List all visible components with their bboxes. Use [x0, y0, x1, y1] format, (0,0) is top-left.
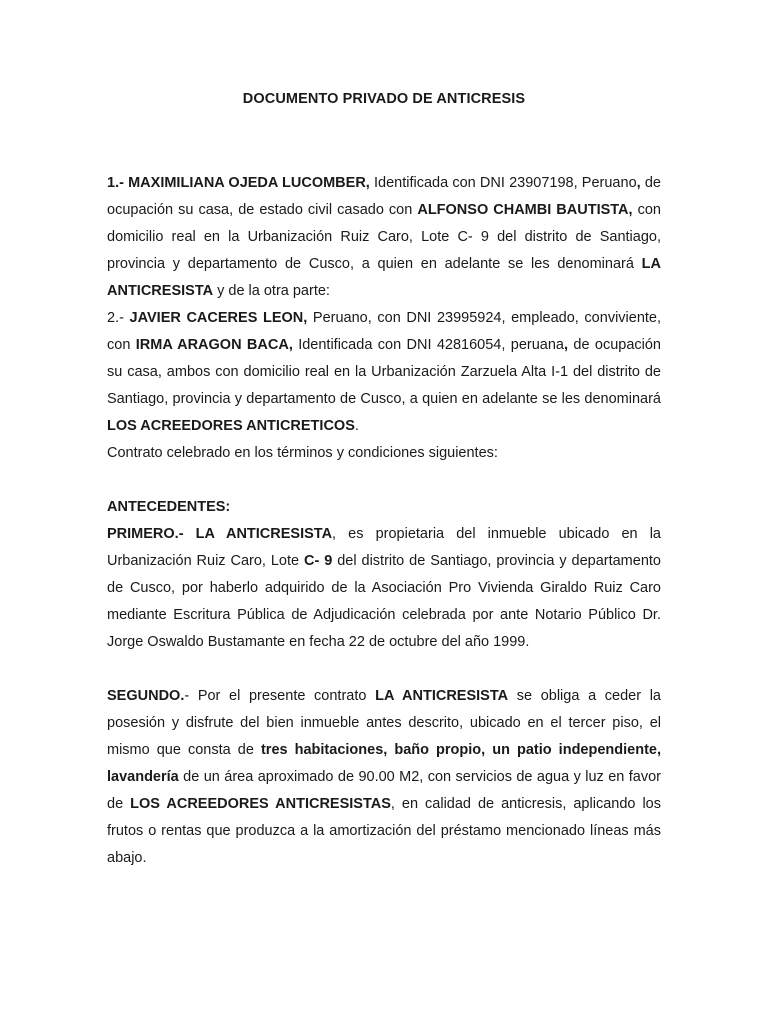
- party-two-partner-id: Identificada con DNI 42816054, peruana: [292, 337, 564, 353]
- heading-antecedentes: [107, 494, 661, 521]
- party-two-name: JAVIER CACERES LEON,: [129, 310, 308, 326]
- party-one-designation: LA ANTICRESISTA: [107, 256, 661, 299]
- party-two-partner: IRMA ARAGON BACA,: [135, 337, 293, 353]
- party-one-id: Identificada con DNI 23907198, Peruano: [369, 175, 637, 191]
- paragraph-segundo: [107, 683, 661, 872]
- primero-text-2: del distrito de Santiago, provincia y departamento de Cusco, por haberlo adquirido de la Asociación Pro Vivienda Giraldo Ruiz Caro mediante Escritura Pública de Adjudicación celebrada por ante Notario Público Dr. Jorge Oswaldo Bustamante en fecha 22 de octubre del año 1999.: [107, 553, 661, 650]
- segundo-features: tres habitaciones, baño propio, un patio independiente, lavandería: [107, 742, 661, 785]
- primero-lot: C- 9: [304, 553, 333, 569]
- primero-text-1: , es propietaria del inmueble ubicado en la Urbanización Ruiz Caro, Lote: [107, 526, 661, 569]
- party-one-address: con domicilio real en la Urbanización Ruiz Caro, Lote C- 9 del distrito de Santiago, provincia y departamento de Cusco, a quien en adelante se les denominará: [107, 202, 661, 272]
- party-one-name: 1.- MAXIMILIANA OJEDA LUCOMBER,: [107, 175, 370, 191]
- antecedentes-label: ANTECEDENTES:: [107, 499, 231, 515]
- party-two-number: 2.-: [107, 310, 130, 326]
- spacer: [107, 467, 661, 494]
- segundo-text-1: - Por el presente contrato: [184, 688, 376, 704]
- primero-label: PRIMERO.- LA ANTICRESISTA: [107, 526, 333, 542]
- spacer: [107, 656, 661, 683]
- party-two-id: Peruano, con DNI 23995924, empleado, conviviente, con: [107, 310, 662, 353]
- party-two-designation: LOS ACREEDORES ANTICRETICOS: [107, 418, 355, 434]
- segundo-party: LA ANTICRESISTA: [375, 688, 509, 704]
- segundo-text-2: se obliga a ceder la posesión y disfrute del bien inmueble antes descrito, ubicado en el tercer piso, el mismo que consta de: [107, 688, 661, 758]
- paragraph-contract-intro: Contrato celebrado en los términos y condiciones siguientes:: [107, 445, 498, 461]
- segundo-text-3: de un área aproximado de 90.00 M2, con servicios de agua y luz en favor de: [107, 769, 661, 812]
- party-one-comma: ,: [636, 175, 641, 191]
- segundo-label: SEGUNDO.: [107, 688, 185, 704]
- paragraph-party-one: [107, 170, 661, 305]
- party-one-spouse: ALFONSO CHAMBI BAUTISTA,: [417, 202, 633, 218]
- paragraph-primero: [107, 521, 661, 656]
- party-two-period: .: [354, 418, 359, 434]
- document-title: DOCUMENTO PRIVADO DE ANTICRESIS: [242, 91, 526, 107]
- document-body: [107, 170, 661, 872]
- party-two-address: de ocupación su casa, ambos con domicilio real en la Urbanización Zarzuela Alta I-1 del distrito de Santiago, provincia y departamento de Cusco, a quien en adelante se les denominará: [107, 337, 661, 407]
- segundo-text-4: , en calidad de anticresis, aplicando los frutos o rentas que produzca a la amortización del préstamo mencionado líneas más abajo.: [107, 796, 661, 866]
- paragraph-party-two: [107, 305, 661, 440]
- party-two-comma: ,: [563, 337, 569, 353]
- segundo-creditors: LOS ACREEDORES ANTICRESISTAS: [130, 796, 391, 812]
- party-one-occupation: de ocupación su casa, de estado civil casado con: [107, 175, 661, 218]
- party-one-closing: y de la otra parte:: [213, 283, 330, 299]
